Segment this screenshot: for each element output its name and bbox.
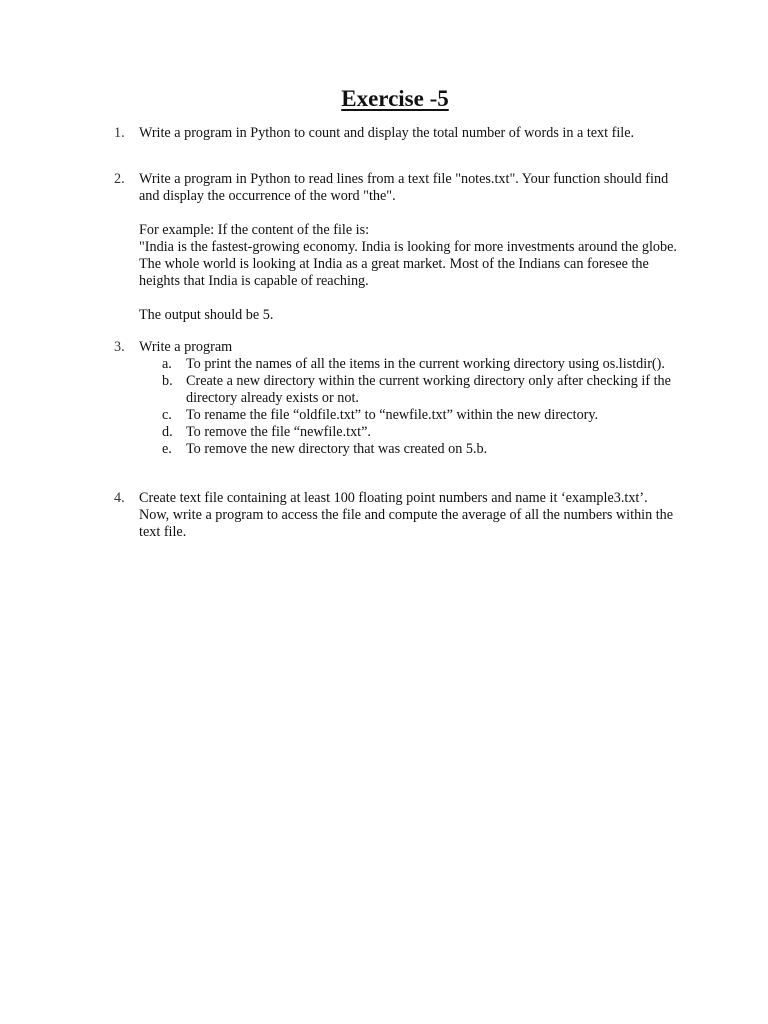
sub-item-letter: c. [162, 407, 172, 423]
list-item-3 [114, 339, 679, 458]
example-intro: For example: If the content of the file is: [139, 222, 370, 238]
list-item-text: Write a program in Python to count and display the total number of words in a text file. [139, 125, 635, 141]
sub-item-text: To remove the file “newfile.txt”. [186, 424, 371, 440]
sub-item-b [139, 373, 679, 407]
list-number: 4. [114, 490, 125, 506]
list-item-4 [114, 490, 679, 541]
sub-item-text: To rename the file “oldfile.txt” to “newfile.txt” within the new directory. [186, 407, 599, 423]
example-output: The output should be 5. [139, 307, 274, 323]
sub-item-letter: e. [162, 441, 172, 457]
sub-item-text: Create a new directory within the current working directory only after checking if the directory already exists or not. [186, 373, 671, 406]
list-item-text: Write a program in Python to read lines from a text file "notes.txt". Your function should find and display the occurrence of the word "the". [139, 171, 669, 204]
sub-item-c [139, 407, 679, 424]
list-number: 3. [114, 339, 125, 355]
sub-item-a [139, 356, 679, 373]
sub-item-text: To remove the new directory that was created on 5.b. [186, 441, 488, 457]
sub-item-d [139, 424, 679, 441]
sub-item-text: To print the names of all the items in the current working directory using os.listdir(). [186, 356, 665, 372]
sub-item-e [139, 441, 679, 458]
sub-item-letter: a. [162, 356, 172, 372]
list-item-2 [114, 171, 679, 324]
list-item-text: Create text file containing at least 100 floating point numbers and name it ‘example3.txt’. Now, write a program to access the file and compute the average of all the numbers within the text file. [139, 490, 674, 540]
page-title: Exercise -5 [341, 86, 449, 111]
sub-item-letter: d. [162, 424, 173, 440]
list-item-1 [114, 125, 679, 142]
list-number: 2. [114, 171, 125, 187]
list-item-text: Write a program [139, 339, 233, 355]
list-number: 1. [114, 125, 125, 141]
sub-item-letter: b. [162, 373, 173, 389]
example-content: "India is the fastest-growing economy. India is looking for more investments around the globe. The whole world is looking at India as a great market. Most of the Indians can foresee the heights that India is capable of reaching. [139, 239, 677, 289]
